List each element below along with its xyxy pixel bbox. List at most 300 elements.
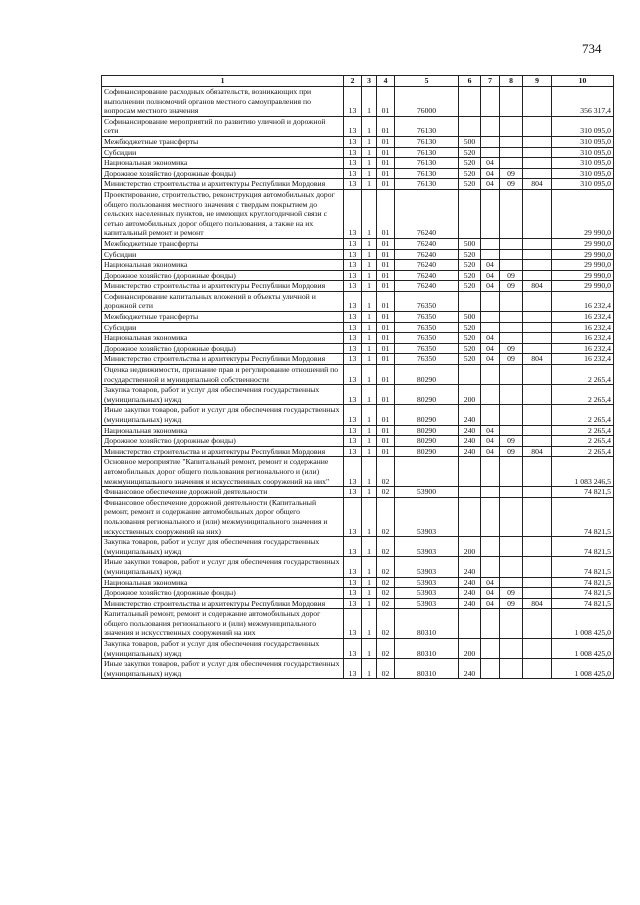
- cell-subsection: [500, 116, 523, 136]
- cell-ministry-code: 804: [523, 446, 552, 457]
- cell-ministry-code: [523, 609, 552, 639]
- cell-col2: 13: [344, 116, 362, 136]
- table-row: [102, 577, 614, 588]
- cell-target-article: 76240: [395, 249, 459, 260]
- cell-col3: 1: [362, 537, 377, 557]
- cell-amount: 16 232,4: [552, 333, 614, 344]
- cell-ministry-code: [523, 365, 552, 385]
- cell-ministry-code: [523, 425, 552, 436]
- cell-col2: 13: [344, 343, 362, 354]
- cell-ministry-code: [523, 147, 552, 158]
- cell-name: Субсидии: [102, 249, 344, 260]
- cell-target-article: 76350: [395, 322, 459, 333]
- cell-subsection: [500, 557, 523, 577]
- table-row: [102, 189, 614, 238]
- cell-subsection: 09: [500, 446, 523, 457]
- cell-name: Закупка товаров, работ и услуг для обеспечения государственных (муниципальных) нужд: [102, 639, 344, 659]
- cell-amount: 74 821,5: [552, 598, 614, 609]
- cell-name: Министерство строительства и архитектуры Республики Мордовия: [102, 354, 344, 365]
- cell-col2: 13: [344, 158, 362, 169]
- table-row: [102, 365, 614, 385]
- table-row: [102, 385, 614, 405]
- cell-ministry-code: [523, 312, 552, 323]
- cell-subsection: [500, 333, 523, 344]
- cell-col3: 1: [362, 659, 377, 679]
- cell-amount: 29 990,0: [552, 189, 614, 238]
- cell-col3: 1: [362, 333, 377, 344]
- cell-amount: 2 265,4: [552, 425, 614, 436]
- table-row: [102, 659, 614, 679]
- table-row: [102, 249, 614, 260]
- cell-name: Межбюджетные трансферты: [102, 136, 344, 147]
- cell-col2: 13: [344, 291, 362, 311]
- cell-target-article: 76350: [395, 291, 459, 311]
- cell-amount: 29 990,0: [552, 270, 614, 281]
- cell-expense-type: 240: [459, 659, 481, 679]
- cell-target-article: 80290: [395, 425, 459, 436]
- cell-section: [481, 609, 500, 639]
- cell-subsection: [500, 312, 523, 323]
- table-row: [102, 537, 614, 557]
- table-row: [102, 322, 614, 333]
- cell-col3: 1: [362, 639, 377, 659]
- cell-name: Закупка товаров, работ и услуг для обеспечения государственных (муниципальных) нужд: [102, 385, 344, 405]
- cell-col3: 1: [362, 436, 377, 447]
- cell-amount: 29 990,0: [552, 249, 614, 260]
- cell-name: Министерство строительства и архитектуры Республики Мордовия: [102, 281, 344, 292]
- cell-col2: 13: [344, 588, 362, 599]
- cell-amount: 2 265,4: [552, 385, 614, 405]
- cell-expense-type: 500: [459, 136, 481, 147]
- cell-col4: 01: [377, 385, 395, 405]
- cell-amount: 74 821,5: [552, 487, 614, 498]
- cell-amount: 29 990,0: [552, 281, 614, 292]
- cell-name: Межбюджетные трансферты: [102, 312, 344, 323]
- cell-name: Межбюджетные трансферты: [102, 238, 344, 249]
- cell-name: Основное мероприятие "Капитальный ремонт, ремонт и содержание автомобильных дорог общего пользования регионального и (или) межмуниципального значения и искусственных сооружений на них": [102, 457, 344, 487]
- cell-amount: 310 095,0: [552, 136, 614, 147]
- table-row: [102, 238, 614, 249]
- cell-expense-type: 240: [459, 405, 481, 425]
- cell-subsection: [500, 291, 523, 311]
- cell-amount: 1 008 425,0: [552, 659, 614, 679]
- cell-col4: 01: [377, 354, 395, 365]
- header-cell-amount: 10: [552, 76, 614, 87]
- cell-col4: 02: [377, 487, 395, 498]
- cell-ministry-code: [523, 260, 552, 271]
- cell-ministry-code: 804: [523, 179, 552, 190]
- cell-amount: 310 095,0: [552, 168, 614, 179]
- cell-subsection: [500, 577, 523, 588]
- cell-col4: 01: [377, 333, 395, 344]
- header-cell-col4: 4: [377, 76, 395, 87]
- cell-subsection: [500, 322, 523, 333]
- cell-name: Дорожное хозяйство (дорожные фонды): [102, 168, 344, 179]
- cell-col2: 13: [344, 312, 362, 323]
- cell-col3: 1: [362, 405, 377, 425]
- cell-target-article: 76130: [395, 168, 459, 179]
- cell-expense-type: [459, 189, 481, 238]
- cell-col2: 13: [344, 425, 362, 436]
- cell-col3: 1: [362, 260, 377, 271]
- cell-ministry-code: [523, 270, 552, 281]
- cell-target-article: 76350: [395, 343, 459, 354]
- cell-col4: 01: [377, 238, 395, 249]
- cell-col2: 13: [344, 639, 362, 659]
- cell-target-article: [395, 457, 459, 487]
- header-cell-name: 1: [102, 76, 344, 87]
- cell-ministry-code: 804: [523, 598, 552, 609]
- cell-name: Министерство строительства и архитектуры Республики Мордовия: [102, 179, 344, 190]
- cell-subsection: [500, 609, 523, 639]
- cell-section: 04: [481, 425, 500, 436]
- cell-amount: 16 232,4: [552, 312, 614, 323]
- cell-subsection: [500, 425, 523, 436]
- cell-target-article: 76240: [395, 281, 459, 292]
- cell-col2: 13: [344, 238, 362, 249]
- cell-col3: 1: [362, 189, 377, 238]
- cell-subsection: 09: [500, 270, 523, 281]
- cell-col4: 01: [377, 446, 395, 457]
- header-row: [102, 76, 614, 87]
- cell-section: 04: [481, 158, 500, 169]
- cell-ministry-code: [523, 385, 552, 405]
- table-row: [102, 588, 614, 599]
- cell-section: [481, 147, 500, 158]
- cell-name: Национальная экономика: [102, 425, 344, 436]
- cell-amount: 16 232,4: [552, 354, 614, 365]
- cell-target-article: 80290: [395, 365, 459, 385]
- cell-subsection: 09: [500, 281, 523, 292]
- cell-col2: 13: [344, 270, 362, 281]
- cell-ministry-code: [523, 291, 552, 311]
- cell-subsection: [500, 158, 523, 169]
- table-row: [102, 639, 614, 659]
- cell-expense-type: 500: [459, 238, 481, 249]
- cell-col2: 13: [344, 385, 362, 405]
- cell-amount: 1 008 425,0: [552, 609, 614, 639]
- cell-name: Закупка товаров, работ и услуг для обеспечения государственных (муниципальных) нужд: [102, 537, 344, 557]
- cell-expense-type: 240: [459, 577, 481, 588]
- cell-name: Иные закупки товаров, работ и услуг для обеспечения государственных (муниципальных) нужд: [102, 557, 344, 577]
- cell-target-article: 53903: [395, 537, 459, 557]
- table-row: [102, 354, 614, 365]
- cell-subsection: [500, 365, 523, 385]
- cell-section: [481, 116, 500, 136]
- cell-target-article: 76130: [395, 136, 459, 147]
- cell-expense-type: [459, 609, 481, 639]
- cell-target-article: 53900: [395, 487, 459, 498]
- cell-ministry-code: [523, 557, 552, 577]
- cell-section: [481, 312, 500, 323]
- cell-col3: 1: [362, 281, 377, 292]
- cell-expense-type: 240: [459, 436, 481, 447]
- cell-name: Проектирование, строительство, реконструкция автомобильных дорог общего пользования местного значения с твердым покрытием до сельских населенных пунктов, не имеющих круглогодичной связи с сетью автомобильных дорог общего пользования, а также на их капитальный ремонт и ремонт: [102, 189, 344, 238]
- cell-expense-type: 520: [459, 260, 481, 271]
- cell-ministry-code: [523, 238, 552, 249]
- cell-section: [481, 87, 500, 117]
- cell-expense-type: 200: [459, 537, 481, 557]
- cell-target-article: 53903: [395, 577, 459, 588]
- cell-col4: 02: [377, 639, 395, 659]
- table-row: [102, 497, 614, 536]
- cell-expense-type: 240: [459, 598, 481, 609]
- cell-col2: 13: [344, 249, 362, 260]
- cell-col3: 1: [362, 577, 377, 588]
- cell-target-article: 80310: [395, 659, 459, 679]
- cell-amount: 29 990,0: [552, 260, 614, 271]
- cell-target-article: 80290: [395, 385, 459, 405]
- cell-name: Капитальный ремонт, ремонт и содержание автомобильных дорог общего пользования регионального и (или) межмуниципального значения и искусственных сооружений на них: [102, 609, 344, 639]
- cell-section: 04: [481, 588, 500, 599]
- cell-col3: 1: [362, 147, 377, 158]
- cell-ministry-code: [523, 343, 552, 354]
- cell-subsection: 09: [500, 436, 523, 447]
- cell-subsection: [500, 487, 523, 498]
- cell-target-article: 80310: [395, 609, 459, 639]
- cell-section: 04: [481, 260, 500, 271]
- cell-ministry-code: [523, 158, 552, 169]
- cell-ministry-code: [523, 405, 552, 425]
- cell-amount: 310 095,0: [552, 158, 614, 169]
- cell-col4: 02: [377, 497, 395, 536]
- cell-col2: 13: [344, 487, 362, 498]
- cell-amount: 310 095,0: [552, 147, 614, 158]
- cell-col3: 1: [362, 136, 377, 147]
- cell-amount: 1 008 425,0: [552, 639, 614, 659]
- cell-col4: 01: [377, 147, 395, 158]
- cell-name: Министерство строительства и архитектуры Республики Мордовия: [102, 446, 344, 457]
- cell-section: 04: [481, 354, 500, 365]
- cell-col4: 01: [377, 425, 395, 436]
- cell-section: 04: [481, 598, 500, 609]
- cell-col4: 01: [377, 249, 395, 260]
- table-row: [102, 457, 614, 487]
- cell-col2: 13: [344, 260, 362, 271]
- cell-name: Дорожное хозяйство (дорожные фонды): [102, 588, 344, 599]
- cell-expense-type: 520: [459, 333, 481, 344]
- cell-col4: 01: [377, 343, 395, 354]
- cell-col4: 01: [377, 281, 395, 292]
- table-row: [102, 557, 614, 577]
- cell-ministry-code: [523, 436, 552, 447]
- header-cell-section: 7: [481, 76, 500, 87]
- cell-section: [481, 291, 500, 311]
- cell-col2: 13: [344, 354, 362, 365]
- budget-table: [101, 75, 614, 679]
- table-row: [102, 598, 614, 609]
- cell-col2: 13: [344, 436, 362, 447]
- table-row: [102, 270, 614, 281]
- cell-ministry-code: [523, 322, 552, 333]
- cell-target-article: 80290: [395, 405, 459, 425]
- cell-name: Субсидии: [102, 147, 344, 158]
- cell-subsection: [500, 659, 523, 679]
- cell-section: 04: [481, 168, 500, 179]
- cell-col3: 1: [362, 598, 377, 609]
- header-cell-subsection: 8: [500, 76, 523, 87]
- cell-col2: 13: [344, 147, 362, 158]
- cell-section: [481, 537, 500, 557]
- cell-target-article: 76130: [395, 158, 459, 169]
- cell-expense-type: [459, 497, 481, 536]
- cell-col4: 01: [377, 312, 395, 323]
- cell-amount: 2 265,4: [552, 365, 614, 385]
- table-row: [102, 333, 614, 344]
- cell-name: Национальная экономика: [102, 158, 344, 169]
- cell-col4: 01: [377, 322, 395, 333]
- cell-col3: 1: [362, 365, 377, 385]
- cell-amount: 2 265,4: [552, 436, 614, 447]
- cell-name: Оценка недвижимости, признание прав и регулирование отношений по государственной и муниципальной собственности: [102, 365, 344, 385]
- cell-expense-type: [459, 487, 481, 498]
- cell-name: Дорожное хозяйство (дорожные фонды): [102, 343, 344, 354]
- table-row: [102, 343, 614, 354]
- cell-col3: 1: [362, 497, 377, 536]
- table-row: [102, 260, 614, 271]
- cell-section: [481, 497, 500, 536]
- header-cell-target-article: 5: [395, 76, 459, 87]
- cell-expense-type: [459, 116, 481, 136]
- cell-name: Иные закупки товаров, работ и услуг для обеспечения государственных (муниципальных) нужд: [102, 405, 344, 425]
- cell-expense-type: 520: [459, 249, 481, 260]
- cell-target-article: 76350: [395, 354, 459, 365]
- cell-col4: 01: [377, 136, 395, 147]
- cell-subsection: [500, 249, 523, 260]
- cell-col2: 13: [344, 577, 362, 588]
- cell-section: 04: [481, 270, 500, 281]
- cell-col4: 01: [377, 365, 395, 385]
- cell-amount: 16 232,4: [552, 291, 614, 311]
- cell-target-article: 76240: [395, 260, 459, 271]
- cell-col2: 13: [344, 405, 362, 425]
- cell-subsection: [500, 537, 523, 557]
- cell-col4: 02: [377, 588, 395, 599]
- cell-target-article: 76130: [395, 116, 459, 136]
- cell-col4: 02: [377, 557, 395, 577]
- cell-col3: 1: [362, 385, 377, 405]
- cell-col3: 1: [362, 238, 377, 249]
- header-cell-col2: 2: [344, 76, 362, 87]
- table-row: [102, 436, 614, 447]
- cell-target-article: 53903: [395, 497, 459, 536]
- cell-amount: 74 821,5: [552, 557, 614, 577]
- cell-amount: 356 317,4: [552, 87, 614, 117]
- cell-name: Национальная экономика: [102, 333, 344, 344]
- table-row: [102, 446, 614, 457]
- cell-name: Субсидии: [102, 322, 344, 333]
- cell-target-article: 76240: [395, 238, 459, 249]
- cell-section: [481, 238, 500, 249]
- table-row: [102, 136, 614, 147]
- table-row: [102, 179, 614, 190]
- cell-col2: 13: [344, 136, 362, 147]
- cell-col2: 13: [344, 168, 362, 179]
- cell-subsection: [500, 385, 523, 405]
- cell-subsection: [500, 87, 523, 117]
- cell-section: 04: [481, 281, 500, 292]
- cell-expense-type: 520: [459, 270, 481, 281]
- cell-col4: 01: [377, 405, 395, 425]
- cell-section: [481, 249, 500, 260]
- cell-col2: 13: [344, 557, 362, 577]
- cell-col2: 13: [344, 179, 362, 190]
- table-row: [102, 487, 614, 498]
- cell-section: [481, 322, 500, 333]
- cell-target-article: 80310: [395, 639, 459, 659]
- cell-expense-type: [459, 457, 481, 487]
- cell-col3: 1: [362, 446, 377, 457]
- cell-section: [481, 659, 500, 679]
- cell-target-article: 76350: [395, 312, 459, 323]
- cell-section: 04: [481, 179, 500, 190]
- cell-col2: 13: [344, 333, 362, 344]
- cell-ministry-code: 804: [523, 354, 552, 365]
- cell-col3: 1: [362, 322, 377, 333]
- cell-col2: 13: [344, 281, 362, 292]
- table-row: [102, 312, 614, 323]
- cell-amount: 2 265,4: [552, 446, 614, 457]
- cell-target-article: 80290: [395, 446, 459, 457]
- cell-col2: 13: [344, 609, 362, 639]
- header-cell-expense-type: 6: [459, 76, 481, 87]
- cell-expense-type: 240: [459, 588, 481, 599]
- cell-col4: 02: [377, 609, 395, 639]
- cell-section: [481, 189, 500, 238]
- cell-col3: 1: [362, 249, 377, 260]
- cell-expense-type: 520: [459, 281, 481, 292]
- table-row: [102, 116, 614, 136]
- cell-ministry-code: [523, 487, 552, 498]
- cell-col3: 1: [362, 116, 377, 136]
- cell-amount: 1 083 246,5: [552, 457, 614, 487]
- cell-name: Финансовое обеспечение дорожной деятельности: [102, 487, 344, 498]
- cell-section: 04: [481, 577, 500, 588]
- cell-amount: 2 265,4: [552, 405, 614, 425]
- cell-col3: 1: [362, 588, 377, 599]
- table-row: [102, 158, 614, 169]
- cell-col3: 1: [362, 312, 377, 323]
- cell-section: [481, 487, 500, 498]
- cell-subsection: 09: [500, 354, 523, 365]
- cell-col4: 01: [377, 168, 395, 179]
- cell-name: Дорожное хозяйство (дорожные фонды): [102, 270, 344, 281]
- cell-col2: 13: [344, 537, 362, 557]
- cell-section: [481, 457, 500, 487]
- cell-section: [481, 385, 500, 405]
- cell-col4: 01: [377, 189, 395, 238]
- cell-section: [481, 136, 500, 147]
- table-row: [102, 147, 614, 158]
- cell-target-article: 80290: [395, 436, 459, 447]
- cell-expense-type: [459, 365, 481, 385]
- table-row: [102, 609, 614, 639]
- cell-ministry-code: [523, 168, 552, 179]
- cell-amount: 29 990,0: [552, 238, 614, 249]
- cell-col4: 02: [377, 598, 395, 609]
- cell-name: Национальная экономика: [102, 577, 344, 588]
- cell-col3: 1: [362, 168, 377, 179]
- cell-target-article: 76000: [395, 87, 459, 117]
- cell-expense-type: 520: [459, 343, 481, 354]
- cell-section: [481, 405, 500, 425]
- table-row: [102, 87, 614, 117]
- cell-ministry-code: [523, 577, 552, 588]
- table-row: [102, 168, 614, 179]
- cell-col4: 01: [377, 87, 395, 117]
- cell-col4: 01: [377, 179, 395, 190]
- cell-col4: 02: [377, 577, 395, 588]
